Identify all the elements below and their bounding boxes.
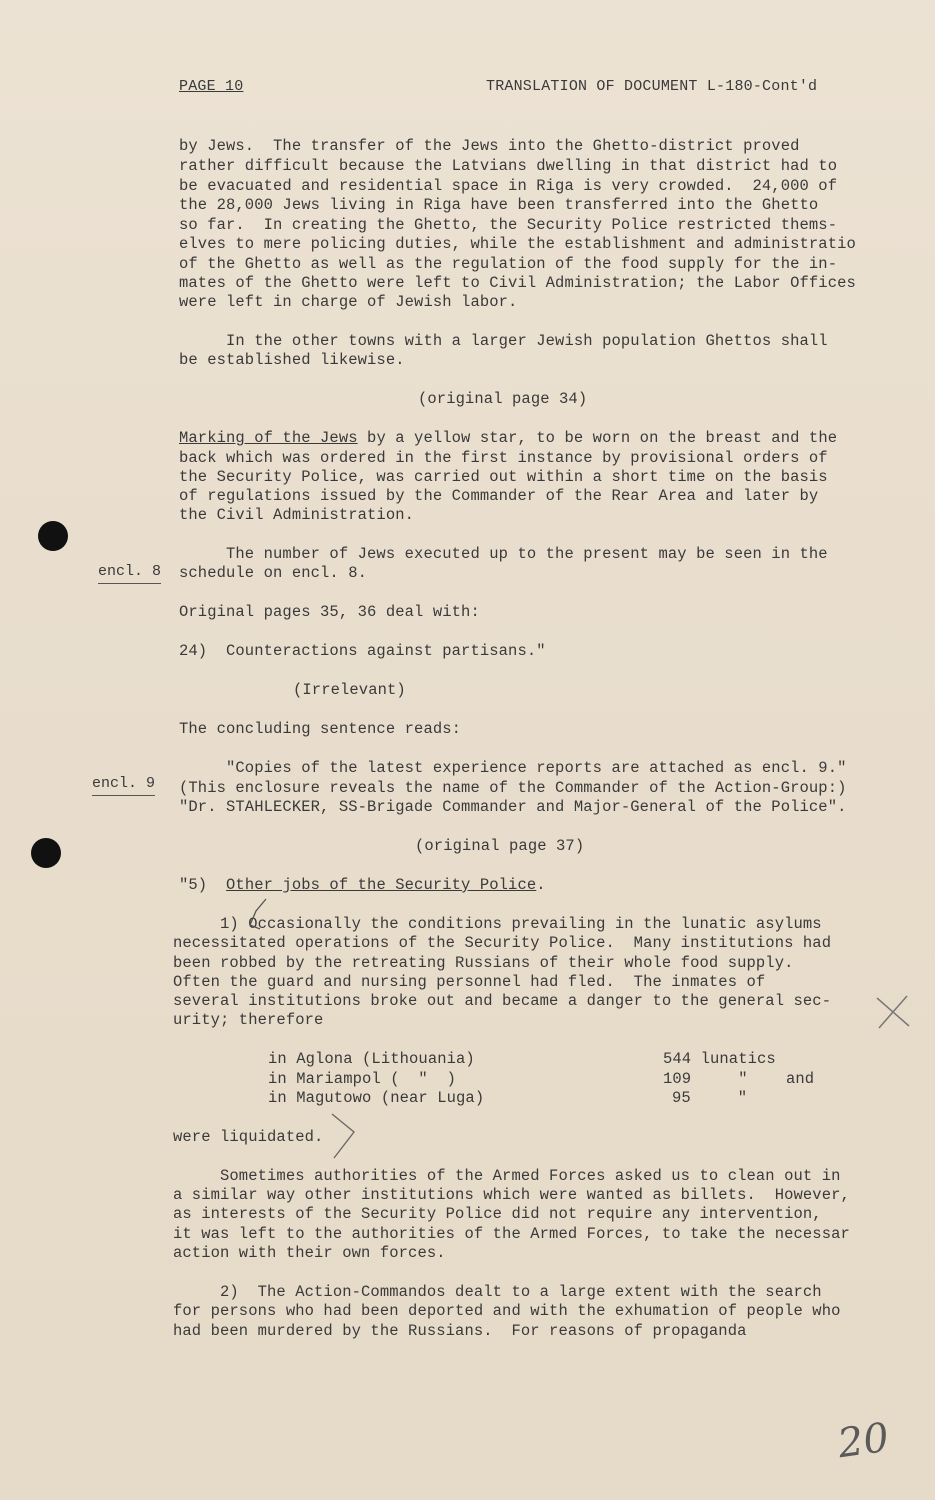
section-heading: Other jobs of the Security Police (226, 876, 537, 894)
table-cell-place: in Mariampol ( " ) (268, 1070, 457, 1088)
body-line: the Civil Administration. (179, 506, 415, 524)
body-line: for persons who had been deported and with the exhumation of people who (173, 1302, 841, 1320)
body-line: "Copies of the latest experience reports are attached as encl. 9." (179, 759, 847, 777)
page-label: PAGE 10 (179, 78, 244, 95)
section-heading: Marking of the Jews (179, 429, 358, 447)
body-text: by a yellow star, to be worn on the breast and the (357, 429, 838, 447)
body-line: of the Ghetto as well as the regulation of the food supply for the in- (179, 255, 838, 273)
table-cell-extra: and (786, 1070, 815, 1088)
body-line: the 28,000 Jews living in Riga have been transferred into the Ghetto (179, 196, 819, 214)
body-line: as interests of the Security Police did not require any intervention, (173, 1205, 822, 1223)
body-text: . (536, 876, 546, 894)
body-line: the Security Police, was carried out within a short time on the basis (179, 468, 828, 486)
table-cell-count: 95 " (672, 1089, 748, 1107)
body-line: (Irrelevant) (293, 681, 406, 699)
body-line: by Jews. The transfer of the Jews into the Ghetto-district proved (179, 137, 800, 155)
handwritten-page-number: 20 (835, 1414, 892, 1468)
body-line (179, 429, 837, 447)
body-line: so far. In creating the Ghetto, the Security Police restricted thems- (179, 216, 838, 234)
body-line: 24) Counteractions against partisans." (179, 642, 546, 660)
body-line: be evacuated and residential space in Riga is very crowded. 24,000 of (179, 177, 838, 195)
body-line: rather difficult because the Latvians dwelling in that district had to (179, 157, 838, 175)
body-line: Sometimes authorities of the Armed Forces asked us to clean out in (173, 1167, 841, 1185)
table-cell-place: in Magutowo (near Luga) (268, 1089, 485, 1107)
body-line: schedule on encl. 8. (179, 564, 368, 582)
body-line (179, 876, 546, 894)
pencil-chevron-mark (330, 1110, 360, 1162)
body-line: In the other towns with a larger Jewish population Ghettos shall (179, 332, 828, 350)
body-line: back which was ordered in the first instance by provisional orders of (179, 449, 828, 467)
pencil-cross-mark (873, 992, 913, 1032)
body-line: The number of Jews executed up to the present may be seen in the (179, 545, 828, 563)
margin-note-encl-8: encl. 8 (98, 563, 161, 584)
body-line: 2) The Action-Commandos dealt to a large extent with the search (173, 1283, 822, 1301)
body-line: mates of the Ghetto were left to Civil Administration; the Labor Offices (179, 274, 856, 292)
margin-note-encl-9: encl. 9 (92, 775, 155, 796)
body-line: 1) Occasionally the conditions prevailing in the lunatic asylums (173, 915, 822, 933)
body-line: (This enclosure reveals the name of the Commander of the Action-Group:) (179, 779, 847, 797)
body-line: a similar way other institutions which were wanted as billets. However, (173, 1186, 850, 1204)
body-line: of regulations issued by the Commander of the Rear Area and later by (179, 487, 819, 505)
table-cell-count: 544 lunatics (663, 1050, 776, 1068)
body-line: were left in charge of Jewish labor. (179, 293, 518, 311)
body-line: Original pages 35, 36 deal with: (179, 603, 480, 621)
body-line: be established likewise. (179, 351, 405, 369)
body-line: necessitated operations of the Security Police. Many institutions had (173, 934, 832, 952)
table-cell-place: in Aglona (Lithouania) (268, 1050, 475, 1068)
page-marker: (original page 37) (415, 837, 585, 855)
body-line: were liquidated. (173, 1128, 324, 1146)
body-line: had been murdered by the Russians. For reasons of propaganda (173, 1322, 747, 1340)
section-number: "5) (179, 876, 227, 894)
body-line: action with their own forces. (173, 1244, 446, 1262)
body-line: elves to mere policing duties, while the establishment and administratio (179, 235, 856, 253)
body-line: it was left to the authorities of the Armed Forces, to take the necessar (173, 1225, 850, 1243)
page-marker: (original page 34) (418, 390, 588, 408)
body-line: The concluding sentence reads: (179, 720, 462, 738)
document-title: TRANSLATION OF DOCUMENT L-180-Cont'd (486, 78, 818, 95)
body-line: "Dr. STAHLECKER, SS-Brigade Commander and Major-General of the Police". (179, 798, 847, 816)
body-line: urity; therefore (173, 1011, 324, 1029)
body-line: Often the guard and nursing personnel had fled. The inmates of (173, 973, 766, 991)
pencil-bracket-mark (248, 897, 268, 931)
body-line: been robbed by the retreating Russians of their whole food supply. (173, 954, 794, 972)
body-line: several institutions broke out and became a danger to the general sec- (173, 992, 832, 1010)
table-cell-count: 109 " (663, 1070, 748, 1088)
